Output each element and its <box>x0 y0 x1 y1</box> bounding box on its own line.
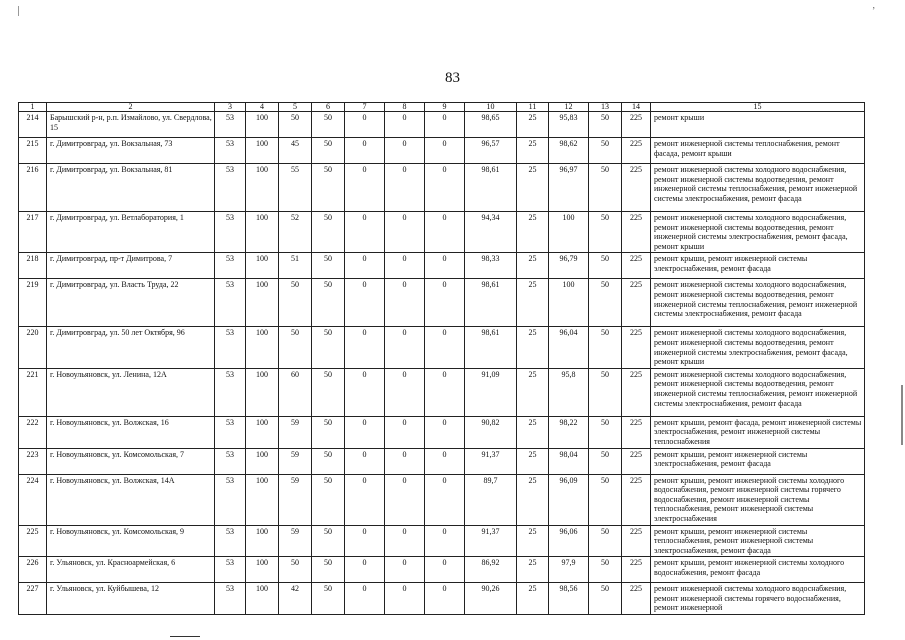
value-cell: 50 <box>589 525 622 557</box>
value-cell: 55 <box>279 164 312 212</box>
row-number-cell: 221 <box>19 368 47 416</box>
value-cell: 100 <box>549 279 589 327</box>
value-cell: 50 <box>589 279 622 327</box>
header-cell: 8 <box>385 103 425 112</box>
works-cell: ремонт инженерной системы холодного водоснабжения, ремонт инженерной системы водоотведения, ремонт инженерной системы теплоснабжения, ремонт инженерной системы электроснабжения, ремонт фасада <box>651 368 865 416</box>
table-header <box>19 103 865 112</box>
value-cell: 0 <box>345 327 385 368</box>
value-cell: 0 <box>345 253 385 279</box>
value-cell: 53 <box>215 525 246 557</box>
value-cell: 42 <box>279 583 312 615</box>
value-cell: 98,33 <box>465 253 517 279</box>
address-cell: г. Новоульяновск, ул. Комсомольская, 9 <box>47 525 215 557</box>
value-cell: 98,61 <box>465 279 517 327</box>
works-cell: ремонт инженерной системы холодного водоснабжения, ремонт инженерной системы горячего водоснабжения, ремонт инженерной <box>651 583 865 615</box>
value-cell: 96,57 <box>465 138 517 164</box>
works-cell: ремонт инженерной системы холодного водоснабжения, ремонт инженерной системы водоотведения, ремонт инженерной системы теплоснабжения, ремонт инженерной системы электроснабжения, ремонт фасада <box>651 279 865 327</box>
value-cell: 100 <box>246 279 279 327</box>
value-cell: 225 <box>622 416 651 448</box>
value-cell: 25 <box>517 368 549 416</box>
value-cell: 25 <box>517 138 549 164</box>
value-cell: 50 <box>589 448 622 474</box>
value-cell: 53 <box>215 112 246 138</box>
value-cell: 0 <box>385 416 425 448</box>
value-cell: 50 <box>312 368 345 416</box>
value-cell: 100 <box>246 525 279 557</box>
value-cell: 0 <box>345 448 385 474</box>
value-cell: 96,04 <box>549 327 589 368</box>
header-cell: 14 <box>622 103 651 112</box>
value-cell: 53 <box>215 474 246 525</box>
value-cell: 0 <box>385 212 425 253</box>
value-cell: 0 <box>345 474 385 525</box>
row-number-cell: 227 <box>19 583 47 615</box>
table-row <box>19 164 865 212</box>
header-cell: 1 <box>19 103 47 112</box>
value-cell: 100 <box>246 474 279 525</box>
value-cell: 225 <box>622 279 651 327</box>
value-cell: 100 <box>246 583 279 615</box>
value-cell: 91,09 <box>465 368 517 416</box>
value-cell: 0 <box>385 583 425 615</box>
value-cell: 50 <box>589 327 622 368</box>
repair-table <box>18 102 865 615</box>
table-body <box>19 112 865 615</box>
value-cell: 225 <box>622 557 651 583</box>
value-cell: 98,04 <box>549 448 589 474</box>
value-cell: 0 <box>385 279 425 327</box>
address-cell: г. Димитровград, ул. Ветлаборатория, 1 <box>47 212 215 253</box>
value-cell: 96,09 <box>549 474 589 525</box>
value-cell: 51 <box>279 253 312 279</box>
value-cell: 98,65 <box>465 112 517 138</box>
value-cell: 0 <box>385 164 425 212</box>
value-cell: 25 <box>517 583 549 615</box>
value-cell: 25 <box>517 112 549 138</box>
value-cell: 0 <box>425 368 465 416</box>
table-row <box>19 583 865 615</box>
value-cell: 59 <box>279 448 312 474</box>
value-cell: 0 <box>345 212 385 253</box>
value-cell: 53 <box>215 416 246 448</box>
value-cell: 50 <box>589 212 622 253</box>
value-cell: 53 <box>215 557 246 583</box>
value-cell: 225 <box>622 525 651 557</box>
header-cell: 7 <box>345 103 385 112</box>
value-cell: 0 <box>425 138 465 164</box>
value-cell: 100 <box>246 138 279 164</box>
value-cell: 25 <box>517 253 549 279</box>
value-cell: 50 <box>312 525 345 557</box>
row-number-cell: 218 <box>19 253 47 279</box>
value-cell: 100 <box>246 416 279 448</box>
table-row <box>19 112 865 138</box>
value-cell: 25 <box>517 474 549 525</box>
value-cell: 98,61 <box>465 164 517 212</box>
table-row <box>19 557 865 583</box>
value-cell: 100 <box>246 212 279 253</box>
header-cell: 9 <box>425 103 465 112</box>
works-cell: ремонт инженерной системы теплоснабжения, ремонт фасада, ремонт крыши <box>651 138 865 164</box>
address-cell: г. Димитровград, пр-т Димитрова, 7 <box>47 253 215 279</box>
address-cell: г. Ульяновск, ул. Красноармейская, 6 <box>47 557 215 583</box>
value-cell: 94,34 <box>465 212 517 253</box>
header-cell: 6 <box>312 103 345 112</box>
value-cell: 53 <box>215 583 246 615</box>
header-cell: 12 <box>549 103 589 112</box>
address-cell: г. Димитровград, ул. Власть Труда, 22 <box>47 279 215 327</box>
value-cell: 0 <box>425 416 465 448</box>
value-cell: 89,7 <box>465 474 517 525</box>
header-cell: 10 <box>465 103 517 112</box>
value-cell: 100 <box>246 112 279 138</box>
row-number-cell: 216 <box>19 164 47 212</box>
row-number-cell: 219 <box>19 279 47 327</box>
works-cell: ремонт крыши <box>651 112 865 138</box>
page-number: 83 <box>445 70 460 86</box>
value-cell: 98,56 <box>549 583 589 615</box>
value-cell: 50 <box>279 112 312 138</box>
value-cell: 0 <box>425 474 465 525</box>
value-cell: 50 <box>312 583 345 615</box>
value-cell: 0 <box>385 112 425 138</box>
value-cell: 225 <box>622 164 651 212</box>
header-cell: 2 <box>47 103 215 112</box>
address-cell: г. Новоульяновск, ул. Ленина, 12А <box>47 368 215 416</box>
scan-mark <box>18 6 19 16</box>
row-number-cell: 214 <box>19 112 47 138</box>
value-cell: 98,61 <box>465 327 517 368</box>
row-number-cell: 220 <box>19 327 47 368</box>
works-cell: ремонт крыши, ремонт инженерной системы электроснабжения, ремонт фасада <box>651 448 865 474</box>
value-cell: 100 <box>246 327 279 368</box>
value-cell: 0 <box>345 416 385 448</box>
value-cell: 86,92 <box>465 557 517 583</box>
value-cell: 50 <box>279 327 312 368</box>
value-cell: 91,37 <box>465 448 517 474</box>
value-cell: 96,06 <box>549 525 589 557</box>
value-cell: 95,8 <box>549 368 589 416</box>
value-cell: 25 <box>517 448 549 474</box>
value-cell: 0 <box>345 138 385 164</box>
value-cell: 91,37 <box>465 525 517 557</box>
row-number-cell: 215 <box>19 138 47 164</box>
works-cell: ремонт инженерной системы холодного водоснабжения, ремонт инженерной системы водоотведения, ремонт инженерной системы электроснабжения, ремонт фасада, ремонт крыши <box>651 327 865 368</box>
table-row <box>19 138 865 164</box>
value-cell: 50 <box>312 138 345 164</box>
value-cell: 0 <box>425 327 465 368</box>
table-row <box>19 416 865 448</box>
value-cell: 50 <box>589 557 622 583</box>
value-cell: 53 <box>215 448 246 474</box>
value-cell: 53 <box>215 253 246 279</box>
row-number-cell: 222 <box>19 416 47 448</box>
value-cell: 95,83 <box>549 112 589 138</box>
address-cell: г. Новоульяновск, ул. Волжская, 14А <box>47 474 215 525</box>
value-cell: 0 <box>385 448 425 474</box>
value-cell: 50 <box>312 448 345 474</box>
value-cell: 25 <box>517 212 549 253</box>
value-cell: 50 <box>312 557 345 583</box>
value-cell: 0 <box>425 583 465 615</box>
value-cell: 53 <box>215 327 246 368</box>
table-row <box>19 253 865 279</box>
value-cell: 96,79 <box>549 253 589 279</box>
value-cell: 225 <box>622 448 651 474</box>
value-cell: 50 <box>312 112 345 138</box>
value-cell: 0 <box>385 138 425 164</box>
row-number-cell: 224 <box>19 474 47 525</box>
header-row <box>19 103 865 112</box>
value-cell: 225 <box>622 138 651 164</box>
value-cell: 98,62 <box>549 138 589 164</box>
value-cell: 25 <box>517 279 549 327</box>
value-cell: 0 <box>345 112 385 138</box>
works-cell: ремонт крыши, ремонт фасада, ремонт инженерной системы электроснабжения, ремонт инженерной системы теплоснабжения <box>651 416 865 448</box>
value-cell: 50 <box>312 279 345 327</box>
address-cell: г. Димитровград, ул. Вокзальная, 73 <box>47 138 215 164</box>
bottom-rule <box>170 636 200 637</box>
value-cell: 90,26 <box>465 583 517 615</box>
value-cell: 225 <box>622 327 651 368</box>
value-cell: 50 <box>589 416 622 448</box>
value-cell: 0 <box>385 327 425 368</box>
header-cell: 3 <box>215 103 246 112</box>
value-cell: 0 <box>385 474 425 525</box>
value-cell: 0 <box>345 525 385 557</box>
value-cell: 0 <box>425 164 465 212</box>
value-cell: 0 <box>425 253 465 279</box>
value-cell: 0 <box>345 279 385 327</box>
value-cell: 50 <box>589 368 622 416</box>
value-cell: 225 <box>622 474 651 525</box>
value-cell: 60 <box>279 368 312 416</box>
value-cell: 0 <box>345 368 385 416</box>
value-cell: 50 <box>279 557 312 583</box>
value-cell: 25 <box>517 416 549 448</box>
value-cell: 52 <box>279 212 312 253</box>
value-cell: 53 <box>215 212 246 253</box>
address-cell: г. Новоульяновск, ул. Комсомольская, 7 <box>47 448 215 474</box>
value-cell: 0 <box>425 279 465 327</box>
value-cell: 50 <box>312 416 345 448</box>
value-cell: 50 <box>312 253 345 279</box>
address-cell: г. Димитровград, ул. Вокзальная, 81 <box>47 164 215 212</box>
value-cell: 59 <box>279 525 312 557</box>
header-cell: 5 <box>279 103 312 112</box>
value-cell: 50 <box>589 164 622 212</box>
value-cell: 50 <box>312 327 345 368</box>
value-cell: 0 <box>385 557 425 583</box>
value-cell: 53 <box>215 138 246 164</box>
value-cell: 53 <box>215 164 246 212</box>
value-cell: 50 <box>589 112 622 138</box>
value-cell: 0 <box>425 112 465 138</box>
value-cell: 50 <box>589 138 622 164</box>
scan-edge-mark <box>901 385 903 445</box>
table-row <box>19 525 865 557</box>
table-row <box>19 448 865 474</box>
value-cell: 45 <box>279 138 312 164</box>
header-cell: 11 <box>517 103 549 112</box>
value-cell: 59 <box>279 474 312 525</box>
value-cell: 50 <box>279 279 312 327</box>
works-cell: ремонт крыши, ремонт инженерной системы электроснабжения, ремонт фасада <box>651 253 865 279</box>
value-cell: 0 <box>385 253 425 279</box>
value-cell: 50 <box>589 474 622 525</box>
value-cell: 100 <box>246 164 279 212</box>
table-row <box>19 212 865 253</box>
value-cell: 0 <box>425 448 465 474</box>
value-cell: 0 <box>385 525 425 557</box>
value-cell: 0 <box>425 557 465 583</box>
value-cell: 90,82 <box>465 416 517 448</box>
value-cell: 25 <box>517 557 549 583</box>
works-cell: ремонт инженерной системы холодного водоснабжения, ремонт инженерной системы водоотведения, ремонт инженерной системы электроснабжения, ремонт фасада, ремонт крыши <box>651 212 865 253</box>
corner-mark: ‚ <box>872 0 876 11</box>
value-cell: 0 <box>345 557 385 583</box>
value-cell: 225 <box>622 253 651 279</box>
works-cell: ремонт инженерной системы холодного водоснабжения, ремонт инженерной системы водоотведения, ремонт инженерной системы теплоснабжения, ремонт инженерной системы электроснабжения, ремонт фасада <box>651 164 865 212</box>
value-cell: 59 <box>279 416 312 448</box>
table-row <box>19 327 865 368</box>
value-cell: 0 <box>385 368 425 416</box>
table-row <box>19 368 865 416</box>
value-cell: 96,97 <box>549 164 589 212</box>
address-cell: Барышский р-н, р.п. Измайлово, ул. Свердлова, 15 <box>47 112 215 138</box>
value-cell: 50 <box>312 164 345 212</box>
value-cell: 50 <box>589 583 622 615</box>
value-cell: 225 <box>622 583 651 615</box>
value-cell: 225 <box>622 212 651 253</box>
works-cell: ремонт крыши, ремонт инженерной системы холодного водоснабжения, ремонт фасада <box>651 557 865 583</box>
address-cell: г. Ульяновск, ул. Куйбышева, 12 <box>47 583 215 615</box>
value-cell: 100 <box>246 557 279 583</box>
value-cell: 100 <box>246 253 279 279</box>
row-number-cell: 226 <box>19 557 47 583</box>
value-cell: 25 <box>517 164 549 212</box>
value-cell: 50 <box>312 212 345 253</box>
header-cell: 13 <box>589 103 622 112</box>
value-cell: 100 <box>246 448 279 474</box>
table-row <box>19 474 865 525</box>
value-cell: 98,22 <box>549 416 589 448</box>
header-cell: 15 <box>651 103 865 112</box>
address-cell: г. Димитровград, ул. 50 лет Октября, 96 <box>47 327 215 368</box>
value-cell: 97,9 <box>549 557 589 583</box>
value-cell: 225 <box>622 368 651 416</box>
value-cell: 53 <box>215 368 246 416</box>
header-cell: 4 <box>246 103 279 112</box>
value-cell: 0 <box>425 525 465 557</box>
value-cell: 50 <box>312 474 345 525</box>
row-number-cell: 223 <box>19 448 47 474</box>
table-row <box>19 279 865 327</box>
value-cell: 25 <box>517 327 549 368</box>
value-cell: 100 <box>549 212 589 253</box>
value-cell: 225 <box>622 112 651 138</box>
value-cell: 100 <box>246 368 279 416</box>
works-cell: ремонт крыши, ремонт инженерной системы холодного водоснабжения, ремонт инженерной системы горячего водоснабжения, ремонт инженерной системы теплоснабжения, ремонт инженерной системы электроснабжения <box>651 474 865 525</box>
works-cell: ремонт крыши, ремонт инженерной системы теплоснабжения, ремонт инженерной системы электроснабжения, ремонт фасада <box>651 525 865 557</box>
row-number-cell: 225 <box>19 525 47 557</box>
value-cell: 25 <box>517 525 549 557</box>
address-cell: г. Новоульяновск, ул. Волжская, 16 <box>47 416 215 448</box>
value-cell: 0 <box>345 164 385 212</box>
value-cell: 50 <box>589 253 622 279</box>
value-cell: 0 <box>345 583 385 615</box>
value-cell: 53 <box>215 279 246 327</box>
row-number-cell: 217 <box>19 212 47 253</box>
value-cell: 0 <box>425 212 465 253</box>
